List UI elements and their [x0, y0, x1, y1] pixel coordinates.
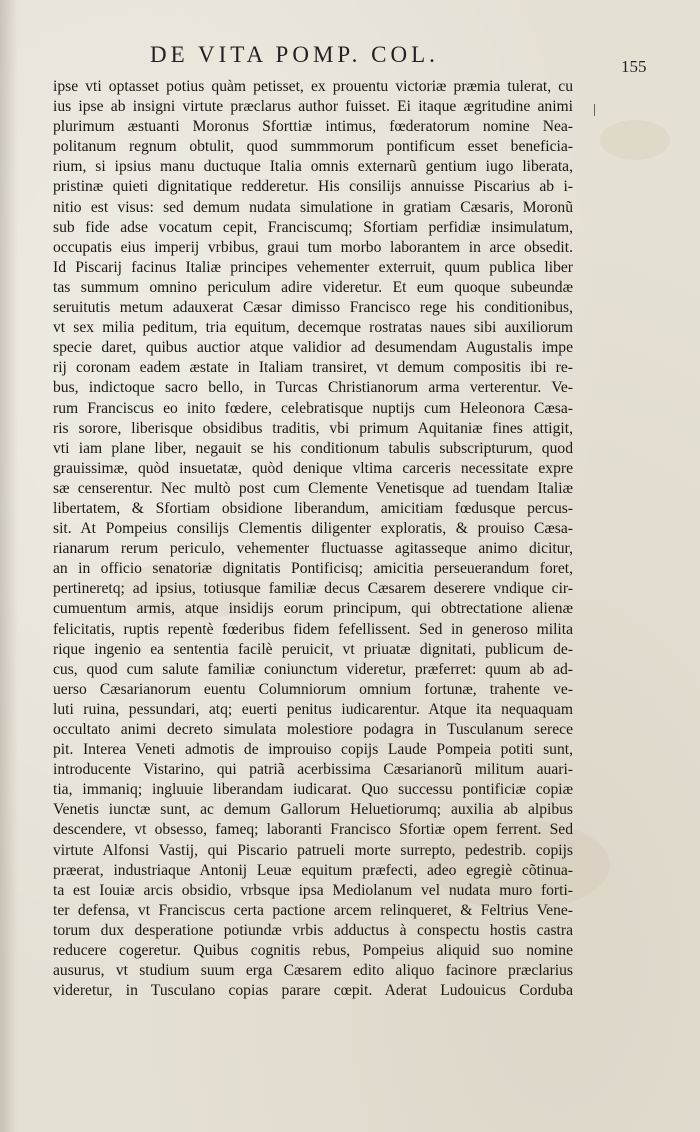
text-line: ris sorore, liberisque obsidibus traditis, vbi primum Aquitaniæ fines attigit, [53, 419, 573, 437]
text-line: plurimum æstuanti Moronus Sforttiæ intimus, fœderatorum nomine Nea- [53, 118, 573, 136]
margin-mark [594, 104, 595, 116]
paper-stain [600, 120, 670, 160]
text-line: ausurus, vt studium suum erga Cæsarem edito aliquo facinore præclarius [53, 962, 573, 980]
text-line: sub fide adse vocatum cepit, Franciscumq; Sfortiam perfidiæ insimulatum, [53, 218, 573, 236]
text-line: nitio est visus: sed demum nudata simulatione in gratiam Cæsaris, Moronũ [53, 198, 573, 216]
text-line: bus, indictoque sacro bello, in Turcas Christianorum arma verterentur. Ve- [53, 379, 573, 397]
gutter-shadow [0, 0, 18, 1132]
text-line: tia, immaniq; ingluuie liberandam iudicarat. Quo successu pontificiæ copiæ [53, 781, 573, 799]
text-line: Id Piscarij facinus Italiæ principes vehementer exterruit, quum publica liber [53, 258, 573, 276]
text-line: politanum regnum obtulit, quod summmorum pontificum esset beneficia- [53, 138, 573, 156]
text-line: pristinæ quieti dignitatique redderetur. His consilijs annuisse Piscarius ab i- [53, 178, 573, 196]
folio-number: 155 [621, 57, 647, 76]
running-title: DE VITA POMP. COL. [150, 42, 439, 67]
text-line: ter defensa, vt Franciscus certa pactione arcem relinqueret, & Feltrius Vene- [53, 901, 573, 919]
text-line: occupatis eius imperij vrbibus, graui tum morbo laborantem in arce obsedit. [53, 238, 573, 256]
text-line: tas summum omnino periculum adire videretur. Et eum quoque subeundæ [53, 278, 573, 296]
text-line: an in officio senatoriæ dignitatis Pontificisq; amicitia perseuerandum foret, [53, 560, 573, 578]
text-line: pertineretq; ad ipsius, totiusque familiæ decus Cæsarem deserere vndique cir- [53, 580, 573, 598]
text-line: ipse vti optasset potius quàm petisset, ex prouentu victoriæ præmia tulerat, cu [53, 78, 573, 95]
text-line: introducente Vistarino, qui patriã acerbissima Cæsarianorũ militum auari- [53, 761, 573, 779]
text-line: sit. At Pompeius consilijs Clementis diligenter exploratis, & prouiso Cæsa- [53, 520, 573, 538]
text-line: rianarum rerum periculo, vehementer fluctuasse agitasseque animo dicitur, [53, 540, 573, 558]
text-line: cus, quod cum salute familiæ coniunctum videretur, præferret: quum ab ad- [53, 660, 573, 678]
text-line: ta est Iouiæ arcis obsidio, vrbsque ipsa Mediolanum vel nudata muro forti- [53, 881, 573, 899]
text-line: descendere, vt obsesso, fameq; laboranti Francisco Sfortiæ opem ferrent. Sed [53, 821, 573, 839]
text-line: Venetis iunctæ sunt, ac demum Gallorum Heluetiorumq; auxilia ab alpibus [53, 801, 573, 819]
text-line: rij coronam eadem æstate in Italiam transiret, vt demum compositis ibi re- [53, 359, 573, 377]
text-line: reducere cogeretur. Quibus cognitis rebus, Pompeius aliquid suo nomine [53, 942, 573, 960]
text-line: grauissimæ, quòd insuetatæ, quòd denique vltima carceris necessitate expre [53, 459, 573, 477]
text-line: felicitatis, ruptis repentè fœderibus fidem fefellissent. Sed in generoso milita [53, 620, 573, 638]
text-line: libertatem, & Sfortiam obsidione liberandum, amicitiam fœdusque percus- [53, 499, 573, 517]
main-text-block [53, 77, 573, 1001]
text-line: occultato animi decreto simulata molestiore podagra in Tusculanum serece [53, 721, 573, 738]
text-line: uerso Cæsarianorum euentu Columniorum omnium fortunæ, trahente ve- [53, 680, 573, 698]
text-line: rique ingenio ea sententia facilè peruicit, vt priuatæ dignitati, publicum de- [53, 640, 573, 658]
text-line: rium, si ipsius manu ductuque Italia omnis externarũ gentium iugo liberata, [53, 158, 573, 176]
text-line: rum Franciscus eo inito fœdere, celebratisque nuptijs cum Heleonora Cæsa- [53, 399, 573, 417]
text-line: luti ruina, pessundari, atq; euerti penitus iudicarentur. Atque ita nequaquam [53, 700, 573, 718]
text-line: videretur, in Tusculano copias parare cœpit. Aderat Ludouicus Corduba [53, 982, 573, 1000]
text-line: sæ censerentur. Nec multò post cum Clemente Venetisque ad tuendam Italiæ [53, 479, 573, 497]
text-line: virtute Alfonsi Vastij, qui Piscario patrueli morte surrepto, pedestrib. copijs [53, 841, 573, 859]
text-line: vti iam plane liber, negauit se his conditionum tabulis subscripturum, quod [53, 439, 573, 457]
text-line: torum dux desperatione potiundæ vrbis adductus à conspectu hostis castra [53, 921, 573, 939]
text-line: ius ipse ab insigni virtute præclarus author fuisset. Ei itaque ægritudine animi [53, 98, 573, 116]
text-line: specie daret, quibus auctior atque validior ad desumendam Augustalis impe [53, 339, 573, 357]
text-line: præerat, industriaque Antonij Leuæ equitum præfecti, adeo egregiè cõtinua- [53, 861, 573, 879]
text-line: seruitutis metum adauxerat Cæsar dimisso Francisco rege his conditionibus, [53, 299, 573, 317]
text-line: vt sex milia peditum, tria equitum, decemque rostratas naues sibi auxiliorum [53, 319, 573, 337]
text-line: cumuentum armis, atque insidijs eorum principum, qui obtrectatione alienæ [53, 600, 573, 618]
text-line: pit. Interea Veneti admotis de improuiso copijs Laude Pompeia potiti sunt, [53, 741, 573, 759]
